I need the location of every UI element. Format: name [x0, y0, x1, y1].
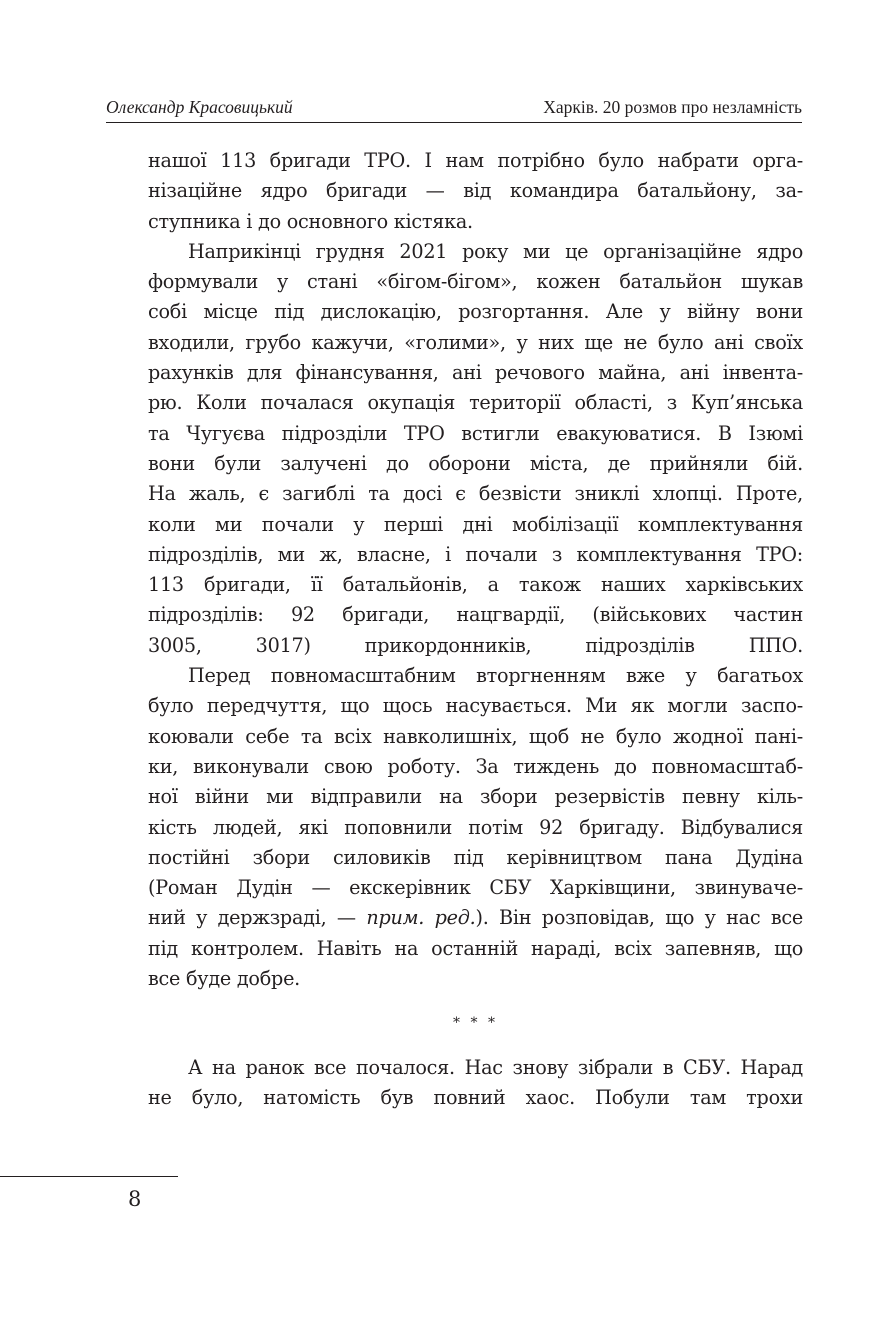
- text-line: ки, виконували свою роботу. За тиждень до повномасштаб-: [148, 754, 803, 778]
- section-separator: * * *: [453, 1015, 498, 1032]
- footer-rule: [0, 1176, 178, 1177]
- text-line-with-editor-note: [148, 903, 803, 933]
- text-line: та Чугуєва підрозділи ТРО встигли евакуюватися. В Ізюмі: [148, 421, 803, 445]
- paragraph-2: [148, 237, 803, 661]
- running-head-author: Олександр Красовицький: [106, 97, 293, 117]
- text-span: ). Він розповідав, що у нас все: [475, 906, 803, 930]
- text-line: рю. Коли почалася окупація території області, з Куп’янська: [148, 391, 803, 415]
- text-span: ний у держзраді, —: [148, 906, 367, 930]
- text-line: було передчуття, що щось насувається. Ми як могли заспо-: [148, 694, 803, 718]
- text-line: А на ранок все почалося. Нас знову зібрали в СБУ. Нарад: [188, 1055, 803, 1079]
- running-head: [106, 96, 802, 123]
- text-line: 3005, 3017) прикордонників, підрозділів ППО.: [148, 633, 803, 657]
- text-line: підрозділів: 92 бригади, нацгвардії, (військових частин: [148, 603, 803, 627]
- text-line: На жаль, є загиблі та досі є безвісти зниклі хлопці. Проте,: [148, 482, 803, 506]
- text-line: вони були залучені до оборони міста, де прийняли бій.: [148, 451, 803, 475]
- text-line: підрозділів, ми ж, власне, і почали з комплектування ТРО:: [148, 542, 803, 566]
- text-line: не було, натомість був повний хаос. Побули там трохи: [148, 1085, 803, 1109]
- body-text: [148, 146, 803, 1113]
- text-line: Перед повномасштабним вторгненням вже у багатьох: [188, 664, 803, 688]
- text-line: входили, грубо кажучи, «голими», у них ще не було ані своїх: [148, 330, 803, 354]
- text-line: нашої 113 бригади ТРО. І нам потрібно було набрати орга-: [148, 149, 803, 172]
- text-line: все буде добре.: [148, 967, 301, 991]
- text-line: ної війни ми відправили на збори резервістів певну кіль-: [148, 785, 803, 809]
- paragraph-3: [148, 661, 803, 994]
- text-line: постійні збори силовиків під керівництвом пана Дудіна: [148, 845, 803, 869]
- text-line: Наприкінці грудня 2021 року ми це організаційне ядро: [188, 239, 803, 263]
- paragraph-1: [148, 146, 803, 237]
- text-line: ступника і до основного кістяка.: [148, 209, 473, 233]
- text-line: (Роман Дудін — екскерівник СБУ Харківщини, звинувачe-: [148, 876, 803, 900]
- editor-note: прим. ред.: [366, 906, 476, 930]
- text-line: кість людей, які поповнили потім 92 бригаду. Відбувалися: [148, 815, 803, 839]
- paragraph-4: [148, 1053, 803, 1114]
- text-line: нізаційне ядро бригади — від командира батальйону, за-: [148, 179, 803, 203]
- running-head-book-title: Харків. 20 розмов про незламність: [543, 97, 802, 117]
- text-line: собі місце під дислокацію, розгортання. Але у війну вони: [148, 300, 803, 324]
- text-line: формували у стані «бігом-бігом», кожен батальйон шукав: [148, 270, 803, 294]
- text-line: 113 бригади, її батальйонів, а також наших харківських: [148, 573, 803, 597]
- page-number: 8: [128, 1187, 142, 1211]
- text-line: коювали себе та всіх навколишніх, щоб не було жодної пані-: [148, 724, 803, 748]
- text-line: рахунків для фінансування, ані речового майна, ані інвента-: [148, 361, 803, 385]
- text-line: коли ми почали у перші дні мобілізації комплектування: [148, 512, 803, 536]
- text-line: під контролем. Навіть на останній нараді, всіх запевняв, що: [148, 936, 803, 960]
